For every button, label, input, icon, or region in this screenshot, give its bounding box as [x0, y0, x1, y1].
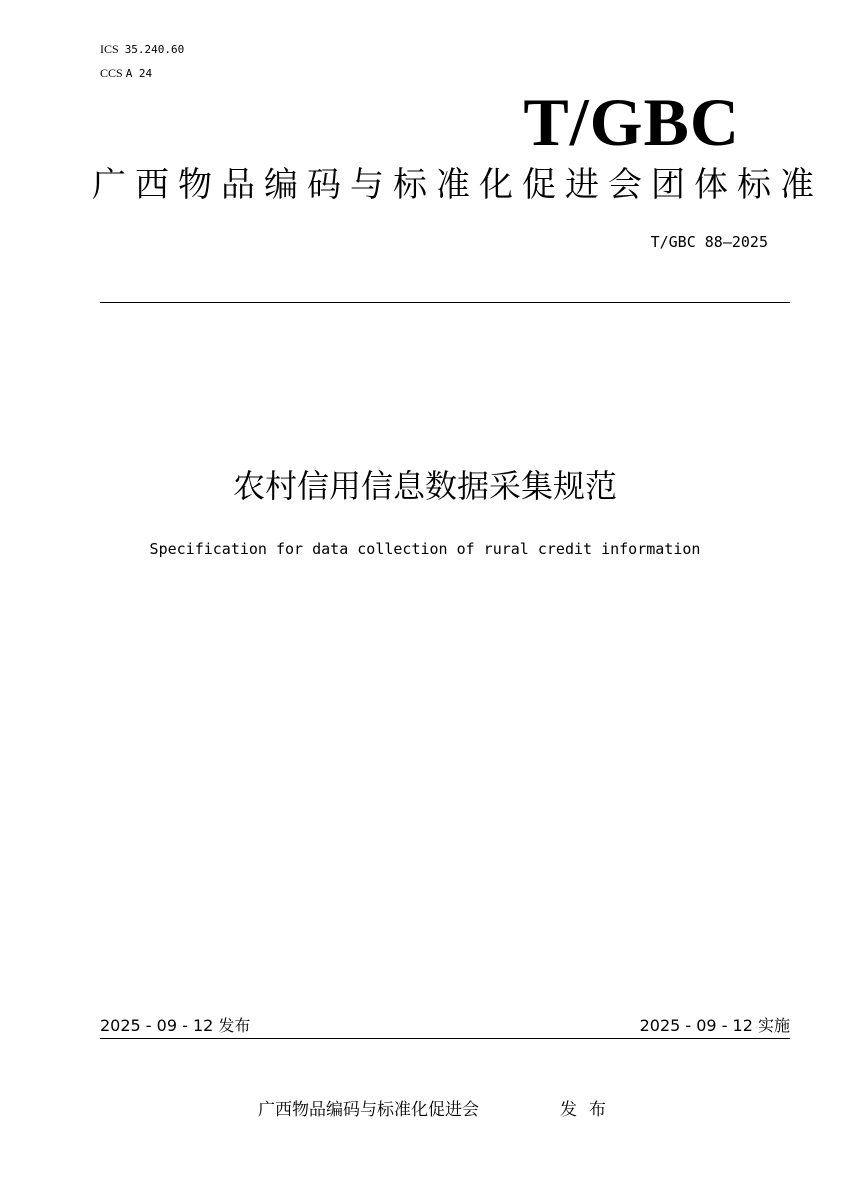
implementation-date: 2025 - 09 - 12 实施	[639, 1016, 790, 1035]
ccs-label: CCS	[100, 66, 123, 80]
ccs-code: A 24	[125, 67, 153, 80]
organization-full-title: 广西物品编码与标准化促进会团体标准	[92, 165, 823, 205]
publisher-name: 广西物品编码与标准化促进会	[258, 1100, 479, 1120]
document-title-english: Specification for data collection of rural credit information	[149, 540, 701, 558]
ics-label: ICS	[100, 42, 119, 56]
standard-logo: T/GBC	[523, 84, 740, 160]
standard-number: T/GBC 88—2025	[650, 233, 768, 251]
bottom-divider	[100, 1038, 790, 1039]
ics-code: 35.240.60	[124, 43, 185, 56]
publish-label: 发布	[560, 1100, 618, 1120]
ics-line	[100, 42, 184, 57]
top-divider	[100, 302, 790, 303]
document-title-chinese: 农村信用信息数据采集规范	[232, 467, 617, 505]
ccs-line	[100, 66, 152, 81]
release-date: 2025 - 09 - 12 发布	[100, 1016, 251, 1035]
